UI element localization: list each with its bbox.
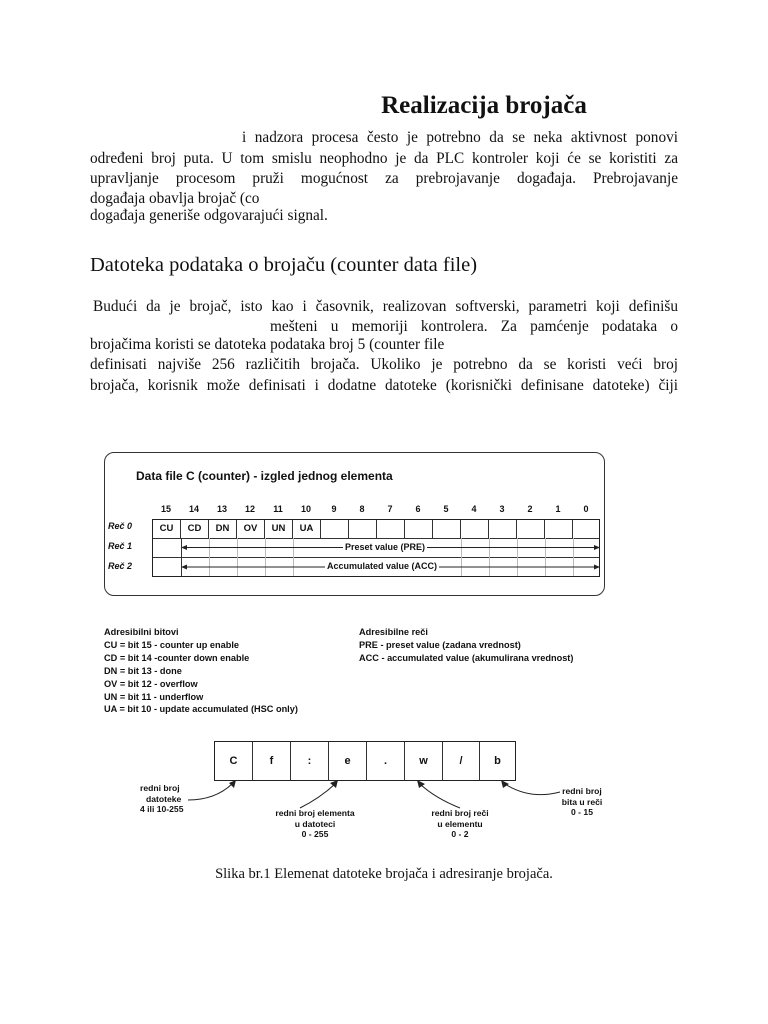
address-cell: / <box>443 742 480 780</box>
empty-cell <box>349 520 377 539</box>
empty-cell <box>377 520 405 539</box>
legend-item: PRE - preset value (zadana vrednost) <box>359 639 521 650</box>
note-bit-number <box>550 786 614 818</box>
note-word-number <box>410 808 510 840</box>
note-line: 0 - 2 <box>451 829 469 839</box>
bit-number: 3 <box>499 504 505 514</box>
intro-line-3: upravljanje procesom pruži mogućnost za prebrojavanje događaja. Prebrojavanje <box>90 170 678 187</box>
legend-item: ACC - accumulated value (akumulirana vrednost) <box>359 652 574 663</box>
page-title: Realizacija brojača <box>381 92 587 119</box>
bit-number: 5 <box>443 504 449 514</box>
note-file-number <box>140 783 210 815</box>
empty-cell <box>489 520 517 539</box>
section-line-2: mešteni u memoriji kontrolera. Za pamćenje podataka o <box>270 318 678 335</box>
address-cell: e <box>329 742 367 780</box>
bit-number: 10 <box>300 504 311 514</box>
section-line-3: brojačima koristi se datoteka podataka broj 5 (counter file <box>90 336 445 353</box>
addressable-bits-legend <box>104 626 298 716</box>
legend-item: DN = bit 13 - done <box>104 665 182 676</box>
flag-cell: UA <box>293 520 321 539</box>
section-paragraph <box>90 297 678 397</box>
legend-heading: Adresibilni bitovi <box>104 627 179 637</box>
empty-cell <box>405 520 433 539</box>
row-label-word-0: Reč 0 <box>108 521 133 531</box>
intro-line-5: događaja generiše odgovarajući signal. <box>90 207 328 224</box>
note-line: u datoteci <box>294 818 336 829</box>
empty-cell <box>433 520 461 539</box>
note-line: u elementu <box>437 818 483 829</box>
diagram-title: Data file C (counter) - izgled jednog elementa <box>136 469 393 483</box>
note-line: redni broj <box>562 786 602 796</box>
bit-number: 9 <box>331 504 337 514</box>
bit-number: 8 <box>359 504 365 514</box>
legend-item: UA = bit 10 - update accumulated (HSC only) <box>104 704 298 715</box>
bit-number: 4 <box>471 504 477 514</box>
section-heading: Datoteka podataka o brojaču (counter data file) <box>90 254 478 276</box>
empty-cell <box>517 520 545 539</box>
note-line: 0 - 255 <box>301 829 329 839</box>
flag-cell: CU <box>153 520 181 539</box>
legend-item: CU = bit 15 - counter up enable <box>104 639 240 650</box>
note-line: bita u reči <box>561 796 603 807</box>
address-cell: : <box>291 742 329 780</box>
empty-cell <box>461 520 489 539</box>
flag-cell: OV <box>237 520 265 539</box>
section-line-1: Budući da je brojač, isto kao i časovnik, realizovan softverski, parametri koji definišu <box>93 298 678 315</box>
note-line: 0 - 15 <box>571 807 593 817</box>
bit-number: 2 <box>527 504 533 514</box>
address-cell: f <box>253 742 291 780</box>
address-cell: C <box>215 742 253 780</box>
row-label-word-2: Reč 2 <box>108 561 133 571</box>
flag-cell: CD <box>181 520 209 539</box>
row-label-word-1: Reč 1 <box>108 541 133 551</box>
address-cell: w <box>405 742 443 780</box>
bit-number: 11 <box>273 504 283 514</box>
address-cell: . <box>367 742 405 780</box>
bit-number: 14 <box>188 504 199 514</box>
figure-caption: Slika br.1 Elemenat datoteke brojača i adresiranje brojača. <box>215 866 553 882</box>
bit-number: 0 <box>583 504 589 514</box>
bit-number: 6 <box>415 504 421 514</box>
legend-heading: Adresibilne reči <box>359 627 428 637</box>
addressable-words-legend <box>359 626 573 665</box>
legend-item: CD = bit 14 -counter down enable <box>104 652 250 663</box>
note-line: redni broj elementa <box>275 808 355 818</box>
bit-number: 13 <box>216 504 227 514</box>
flag-cell: UN <box>265 520 293 539</box>
note-line: datoteke <box>146 793 182 804</box>
legend-item: OV = bit 12 - overflow <box>104 678 198 689</box>
empty-cell <box>545 520 573 539</box>
note-element-number <box>260 808 370 840</box>
bit-number: 12 <box>244 504 255 514</box>
bit-number: 15 <box>160 504 171 514</box>
address-cell: b <box>494 755 501 767</box>
bit-number: 7 <box>387 504 393 514</box>
accumulated-value-label: Accumulated value (ACC) <box>327 561 438 571</box>
intro-paragraph <box>90 128 678 228</box>
legend-item: UN = bit 11 - underflow <box>104 691 204 702</box>
section-line-5: brojača, korisnik može definisati i dodatne datoteke (korisnički definisane datoteke) čiji <box>90 377 678 394</box>
intro-line-2: određeni broj puta. U tom smislu neophodno je da PLC kontroler koji će se koristiti za <box>90 150 678 167</box>
intro-line-4: događaja obavlja brojač (co <box>90 190 260 207</box>
note-line: redni broj <box>140 783 180 793</box>
preset-value-label: Preset value (PRE) <box>345 542 426 552</box>
note-line: redni broj reči <box>431 808 489 818</box>
intro-line-1: i nadzora procesa često je potrebno da se neka aktivnost ponovi <box>242 129 678 146</box>
note-line: 4 ili 10-255 <box>140 804 184 814</box>
bit-number: 1 <box>555 504 561 514</box>
empty-cell <box>321 520 349 539</box>
counter-word-grid <box>152 519 600 577</box>
flag-cell: DN <box>209 520 237 539</box>
section-line-4: definisati najviše 256 različitih brojača. Ukoliko je potrebno da se koristi veći broj <box>90 356 678 373</box>
